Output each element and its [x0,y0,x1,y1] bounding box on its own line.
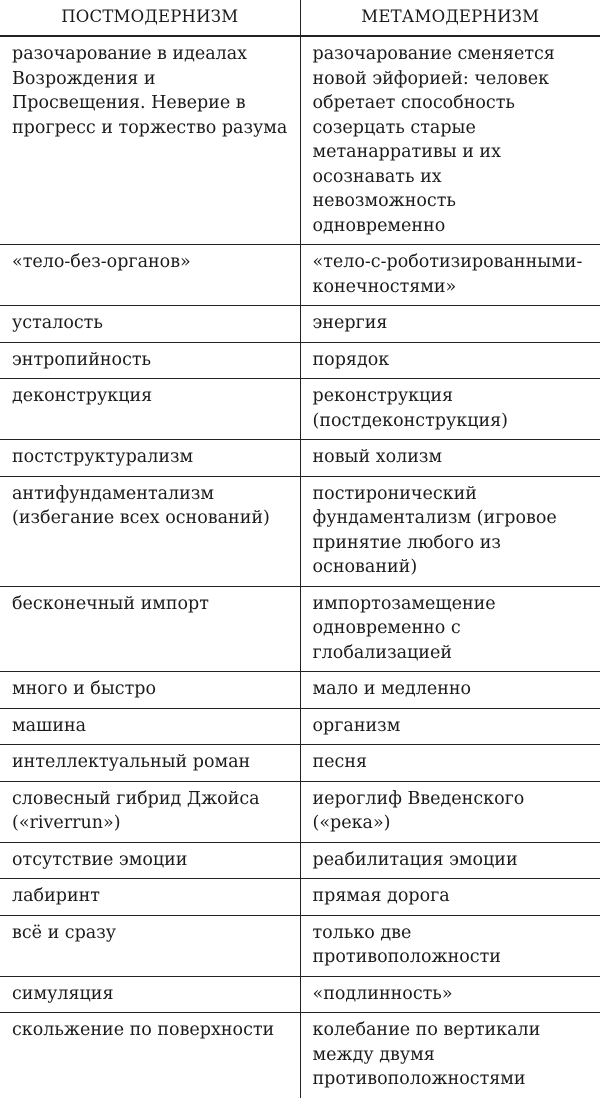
cell-metamodernism: организм [300,708,600,745]
cell-metamodernism: только две противоположности [300,915,600,976]
cell-metamodernism: постиронический фундаментализм (игровое принятие любого из оснований) [300,476,600,586]
cell-postmodernism: отсутствие эмоции [0,842,300,879]
cell-metamodernism: прямая дорога [300,879,600,916]
header-row [0,0,600,36]
table-row [0,745,600,782]
cell-postmodernism: словесный гибрид Джойса («riverrun») [0,781,300,842]
table-row [0,245,600,306]
cell-metamodernism: колебание по вертикали между двумя противоположностями [300,1013,600,1098]
header-postmodernism: ПОСТМОДЕРНИЗМ [0,0,300,36]
cell-postmodernism: лабиринт [0,879,300,916]
cell-postmodernism: машина [0,708,300,745]
table-row [0,342,600,379]
table-row [0,476,600,586]
cell-metamodernism: «подлинность» [300,976,600,1013]
cell-postmodernism: всё и сразу [0,915,300,976]
cell-postmodernism: антифундаментализм (избегание всех оснований) [0,476,300,586]
table-row [0,379,600,440]
cell-metamodernism: энергия [300,306,600,343]
cell-postmodernism: интеллектуальный роман [0,745,300,782]
table-row [0,976,600,1013]
cell-postmodernism: скольжение по поверхности [0,1013,300,1098]
cell-metamodernism: новый холизм [300,440,600,477]
table-row [0,672,600,709]
table-row [0,781,600,842]
header-metamodernism: МЕТАМОДЕРНИЗМ [300,0,600,36]
cell-metamodernism: порядок [300,342,600,379]
cell-metamodernism: реконструкция (постдеконструкция) [300,379,600,440]
cell-postmodernism: «тело-без-органов» [0,245,300,306]
cell-postmodernism: усталость [0,306,300,343]
cell-metamodernism: мало и медленно [300,672,600,709]
cell-postmodernism: бесконечный импорт [0,586,300,672]
cell-postmodernism: разочарование в идеалах Возрождения и Просвещения. Неверие в прогресс и торжество разума [0,36,300,245]
cell-postmodernism: постструктурализм [0,440,300,477]
table-row [0,306,600,343]
cell-postmodernism: энтропийность [0,342,300,379]
cell-postmodernism: много и быстро [0,672,300,709]
cell-metamodernism: разочарование сменяется новой эйфорией: человек обретает способность созерцать старые метанарративы и их осознавать их невозможность одновременно [300,36,600,245]
table-row [0,708,600,745]
cell-metamodernism: реабилитация эмоции [300,842,600,879]
table-row [0,915,600,976]
table-row [0,842,600,879]
cell-metamodernism: иероглиф Введенского («река») [300,781,600,842]
table-row [0,586,600,672]
cell-metamodernism: импортозамещение одновременно с глобализацией [300,586,600,672]
cell-postmodernism: симуляция [0,976,300,1013]
table-row [0,440,600,477]
cell-postmodernism: деконструкция [0,379,300,440]
table-row [0,879,600,916]
table-row [0,1013,600,1098]
cell-metamodernism: «тело-с-роботизированными-конечностями» [300,245,600,306]
cell-metamodernism: песня [300,745,600,782]
table-row [0,36,600,245]
